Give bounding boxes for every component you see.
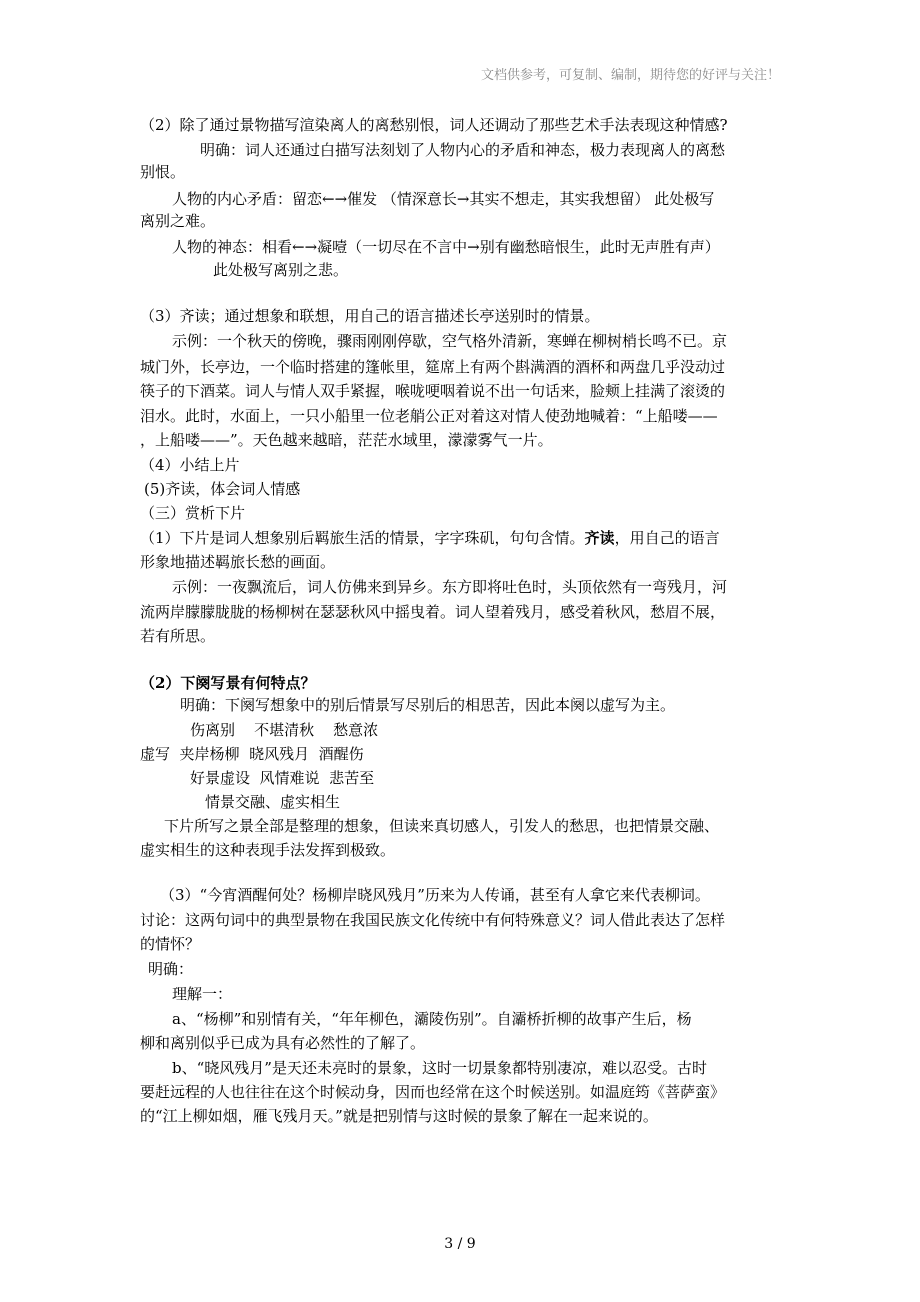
question-1-tail: ，用自己的语言 xyxy=(614,529,720,547)
diagram-summary: 情景交融、虚实相生 xyxy=(205,793,341,811)
example-line: 若有所思。 xyxy=(140,627,216,645)
example-line: 泪水。此时，水面上，一只小船里一位老艄公正对着这对情人使劲地喊着：“上船喽—— xyxy=(140,407,718,425)
answer-line: 别恨。 xyxy=(140,163,186,181)
example-line: 流两岸朦朦胧胧的杨柳树在瑟瑟秋风中摇曳着。词人望着残月，感受着秋风，愁眉不展， xyxy=(140,603,726,621)
question-3: （3）齐读；通过想象和联想，用自己的语言描述长亭送别时的情景。 xyxy=(140,307,600,325)
expression-line: 人物的神态：相看←→凝噎（一切尽在不言中→别有幽愁暗恨生，此时无声胜有声） xyxy=(172,238,720,256)
paragraph-line: 虚实相生的这种表现手法发挥到极致。 xyxy=(140,841,396,859)
discussion-line: 的情怀？ xyxy=(140,935,201,953)
question-1-text: （1）下片是词人想象别后羁旅生活的情景，字字珠矶，句句含情。 xyxy=(140,529,585,547)
interpretation-line: a、“杨柳”和别情有关，“年年柳色，灞陵伤别”。自灞桥折柳的故事产生后，杨 xyxy=(172,1010,692,1028)
interpretation-line: 要赶远程的人也往往在这个时候动身，因而也经常在这个时候送别。如温庭筠《菩萨蛮》 xyxy=(140,1083,726,1101)
section-3-heading: （三）赏析下片 xyxy=(140,504,246,522)
interpretation-line: 柳和离别似乎已成为具有必然性的了解了。 xyxy=(140,1034,426,1052)
header-notice: 文档供参考，可复制、编制，期待您的好评与关注！ xyxy=(480,68,780,83)
diagram-row: 伤离别 不堪清秋 愁意浓 xyxy=(190,721,379,739)
interpretation-line: 的“江上柳如烟，雁飞残月天。”就是把别情与这时候的景象了解在一起来说的。 xyxy=(140,1107,658,1125)
expression-line: 此处极写离别之悲。 xyxy=(213,261,349,279)
paragraph-line: 下片所写之景全部是整理的想象，但读来真切感人，引发人的愁思，也把情景交融、 xyxy=(164,817,720,835)
question-2: （2）除了通过景物描写渲染离人的离愁别恨，词人还调动了那些艺术手法表现这种情感? xyxy=(140,116,728,134)
interpretation-label: 理解一： xyxy=(172,985,233,1003)
diagram-row: 好景虚设 风情难说 悲苦至 xyxy=(190,769,375,787)
answer-line: 明确：下阕写想象中的别后情景写尽别后的相思苦，因此本阕以虚写为主。 xyxy=(180,696,676,714)
example-line: 示例：一夜飘流后，词人仿佛来到异乡。东方即将吐色时，头顶依然有一弯残月，河 xyxy=(172,578,728,596)
example-line: 城门外，长亭边，一个临时搭建的篷帐里，筵席上有两个斟满酒的酒杯和两盘几乎没动过 xyxy=(140,358,726,376)
emphasis-text: 齐读 xyxy=(584,529,615,547)
item-4: （4）小结上片 xyxy=(140,456,240,474)
question-2-lower: （2）下阕写景有何特点？ xyxy=(140,674,316,692)
example-line: 示例：一个秋天的傍晚，骤雨刚刚停歇，空气格外清新，寒蝉在柳树梢长鸣不已。京 xyxy=(172,332,728,350)
answer-line: 明确：词人还通过白描写法刻划了人物内心的矛盾和神态，极力表现离人的离愁 xyxy=(200,141,726,159)
question-1 xyxy=(140,527,720,549)
diagram-row: 虚写 夹岸杨柳 晓风残月 酒醒伤 xyxy=(140,745,364,763)
inner-conflict-line: 人物的内心矛盾：留恋←→催发 （情深意长→其实不想走，其实我想留） 此处极写 xyxy=(172,190,715,208)
answer-label: 明确： xyxy=(148,960,194,978)
question-1-cont: 形象地描述羁旅长愁的画面。 xyxy=(140,553,336,571)
discussion-line: 讨论：这两句词中的典型景物在我国民族文化传统中有何特殊意义？词人借此表达了怎样 xyxy=(140,911,726,929)
inner-conflict-line: 离别之难。 xyxy=(140,212,216,230)
page-number: 3 / 9 xyxy=(444,1236,476,1252)
item-5: (5)齐读，体会词人情感 xyxy=(144,480,301,498)
question-3-lower: （3）“今宵酒醒何处？杨柳岸晓风残月”历来为人传诵，甚至有人拿它来代表柳词。 xyxy=(160,886,710,904)
example-line: ，上船喽——”。天色越来越暗，茫茫水域里，濛濛雾气一片。 xyxy=(140,431,553,449)
example-line: 筷子的下酒菜。词人与情人双手紧握，喉咙哽咽着说不出一句话来，脸颊上挂满了滚烫的 xyxy=(140,382,726,400)
interpretation-line: b、“晓风残月”是天还未亮时的景象，这时一切景象都特别凄凉，难以忍受。古时 xyxy=(172,1059,707,1077)
